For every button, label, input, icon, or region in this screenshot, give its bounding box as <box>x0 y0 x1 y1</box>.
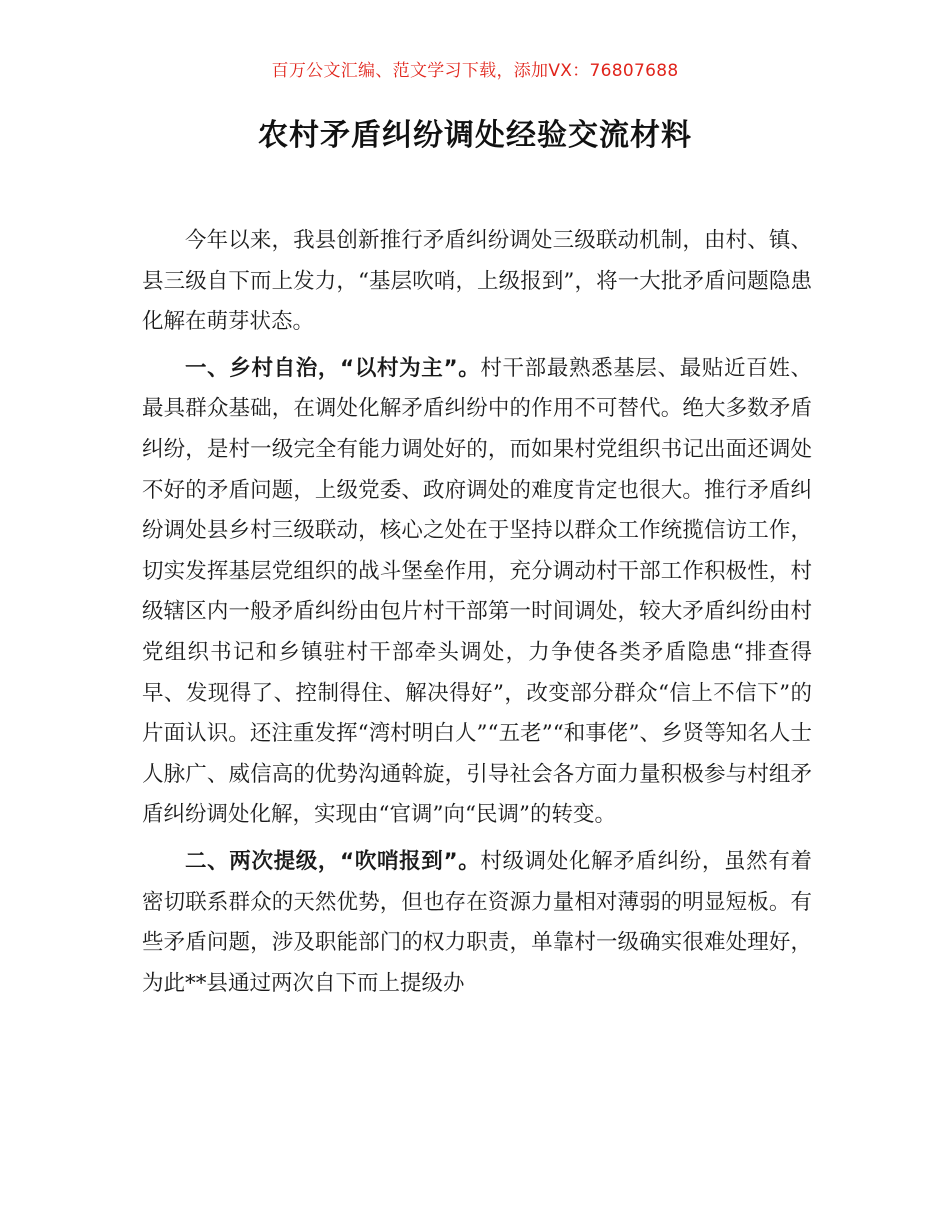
paragraph-text: 村干部最熟悉基层、最贴近百姓、最具群众基础，在调处化解矛盾纠纷中的作用不可替代。绝大多数矛盾纠纷，是村一级完全有能力调处好的，而如果村党组织书记出面还调处不好的矛盾问题，上级党委、政府调处的难度肯定也很大。推行矛盾纠纷调处县乡村三级联动，核心之处在于坚持以群众工作统揽信访工作，切实发挥基层党组织的战斗堡垒作用，充分调动村干部工作积极性，村级辖区内一般矛盾纠纷由包片村干部第一时间调处，较大矛盾纠纷由村党组织书记和乡镇驻村干部牵头调处，力争使各类矛盾隐患“排查得早、发现得了、控制得住、解决得好”，改变部分群众“信上不信下”的片面认识。还注重发挥“湾村明白人”“五老”“和事佬”、乡贤等知名人士人脉广、威信高的优势沟通斡旋，引导社会各方面力量积极参与村组矛盾纠纷调处化解，实现由“官调”向“民调”的转变。 <box>142 355 812 828</box>
page-title: 农村矛盾纠纷调处经验交流材料 <box>258 118 692 153</box>
paragraph-section-1 <box>142 349 812 836</box>
paragraph-section-2 <box>142 842 812 1004</box>
paragraph-intro <box>142 221 812 343</box>
watermark-header: 百万公文汇编、范文学习下载，添加VX：76807688 <box>271 61 679 81</box>
section-heading-1: 一、乡村自治，“以村为主”。 <box>185 355 481 381</box>
section-heading-2: 二、两次提级，“吹哨报到”。 <box>185 848 481 874</box>
paragraph-text: 今年以来，我县创新推行矛盾纠纷调处三级联动机制，由村、镇、县三级自下而上发力，“基层吹哨，上级报到”，将一大批矛盾问题隐患化解在萌芽状态。 <box>142 228 812 335</box>
paragraph-text: 村级调处化解矛盾纠纷，虽然有着密切联系群众的天然优势，但也存在资源力量相对薄弱的明显短板。有些矛盾问题，涉及职能部门的权力职责，单靠村一级确实很难处理好，为此**县通过两次自下而上提级办 <box>142 848 812 996</box>
document-body <box>142 221 812 1010</box>
